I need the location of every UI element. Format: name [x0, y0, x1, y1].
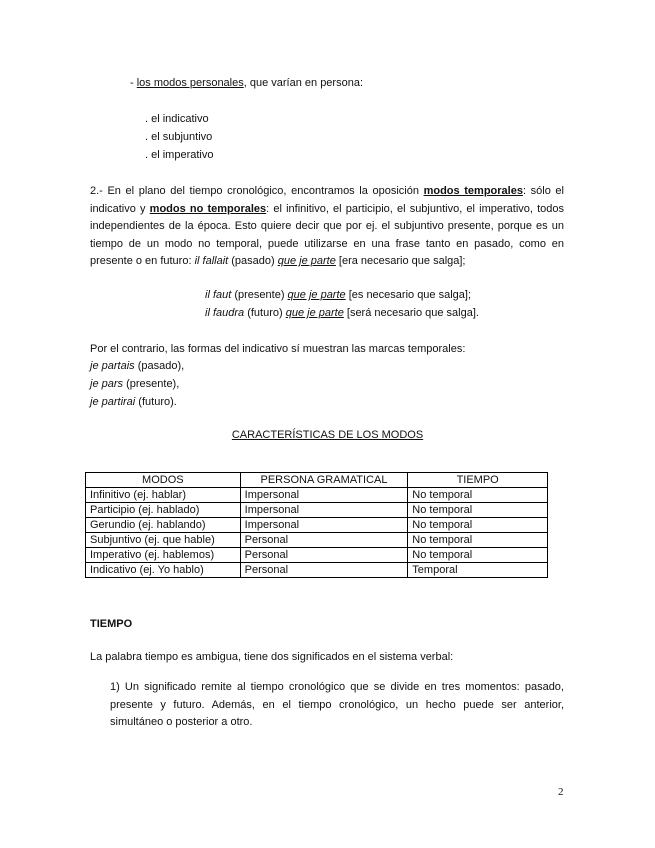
table-row: Gerundio (ej. hablando) Impersonal No temporal	[86, 518, 548, 533]
personal-modes-term: los modos personales	[136, 77, 244, 89]
tiempo-item-1: 1) Un significado remite al tiempo cronológico que se divide en tres momentos: pasado, presente y futuro. Además, en el tiempo cronológico, un hecho puede ser anterior, simultáneo o posterior a otro.	[110, 681, 564, 728]
example-line-present: il faut (presente) que je parte [es necesario que salga];	[205, 289, 472, 301]
header-tiempo: TIEMPO	[408, 473, 548, 488]
section2-paragraph: 2.- En el plano del tiempo cronológico, encontramos la oposición modos temporales: sólo el indicativo y modos no temporales: el infinitivo, el participio, el subjuntivo, el imperativo, todos independientes de la época. Esto quiere decir que por ej. el subjuntivo presente, porque es un tiempo de un modo no temporal, puede utilizarse en una frase tanto en pasado, como en presente o en futuro: il fallait (pasado) que je parte [era necesario que salga];	[90, 185, 565, 268]
list-item: . el imperativo	[145, 149, 214, 161]
term-modos-no-temporales: modos no temporales	[149, 202, 267, 215]
table-row: Indicativo (ej. Yo hablo) Personal Temporal	[86, 563, 548, 578]
indicative-example: je pars (presente),	[90, 378, 180, 390]
list-item: . el subjuntivo	[145, 131, 213, 143]
page-number: 2	[558, 786, 564, 798]
table-row: Participio (ej. hablado) Impersonal No temporal	[86, 503, 548, 518]
modes-table	[85, 472, 548, 578]
contrary-intro: Por el contrario, las formas del indicativo sí muestran las marcas temporales:	[90, 343, 466, 355]
table-row: Imperativo (ej. hablemos) Personal No temporal	[86, 548, 548, 563]
example-line-future: il faudra (futuro) que je parte [será necesario que salga].	[205, 307, 479, 319]
dash: -	[130, 77, 134, 89]
indicative-example: je partirai (futuro).	[90, 396, 177, 408]
table-title: CARACTERÍSTICAS DE LOS MODOS	[231, 429, 424, 441]
tiempo-heading: TIEMPO	[90, 618, 133, 630]
term-modos-temporales: modos temporales	[423, 185, 523, 197]
table-header-row	[86, 473, 548, 488]
personal-modes-rest: , que varían en persona:	[243, 77, 363, 89]
tiempo-intro: La palabra tiempo es ambigua, tiene dos significados en el sistema verbal:	[90, 651, 454, 663]
table-row: Infinitivo (ej. hablar) Impersonal No temporal	[86, 488, 548, 503]
header-modos: MODOS	[86, 473, 241, 488]
list-item: . el indicativo	[145, 113, 209, 125]
personal-modes-line	[130, 77, 363, 89]
header-persona: PERSONA GRAMATICAL	[240, 473, 408, 488]
indicative-example: je partais (pasado),	[90, 360, 185, 372]
table-row: Subjuntivo (ej. que hable) Personal No temporal	[86, 533, 548, 548]
